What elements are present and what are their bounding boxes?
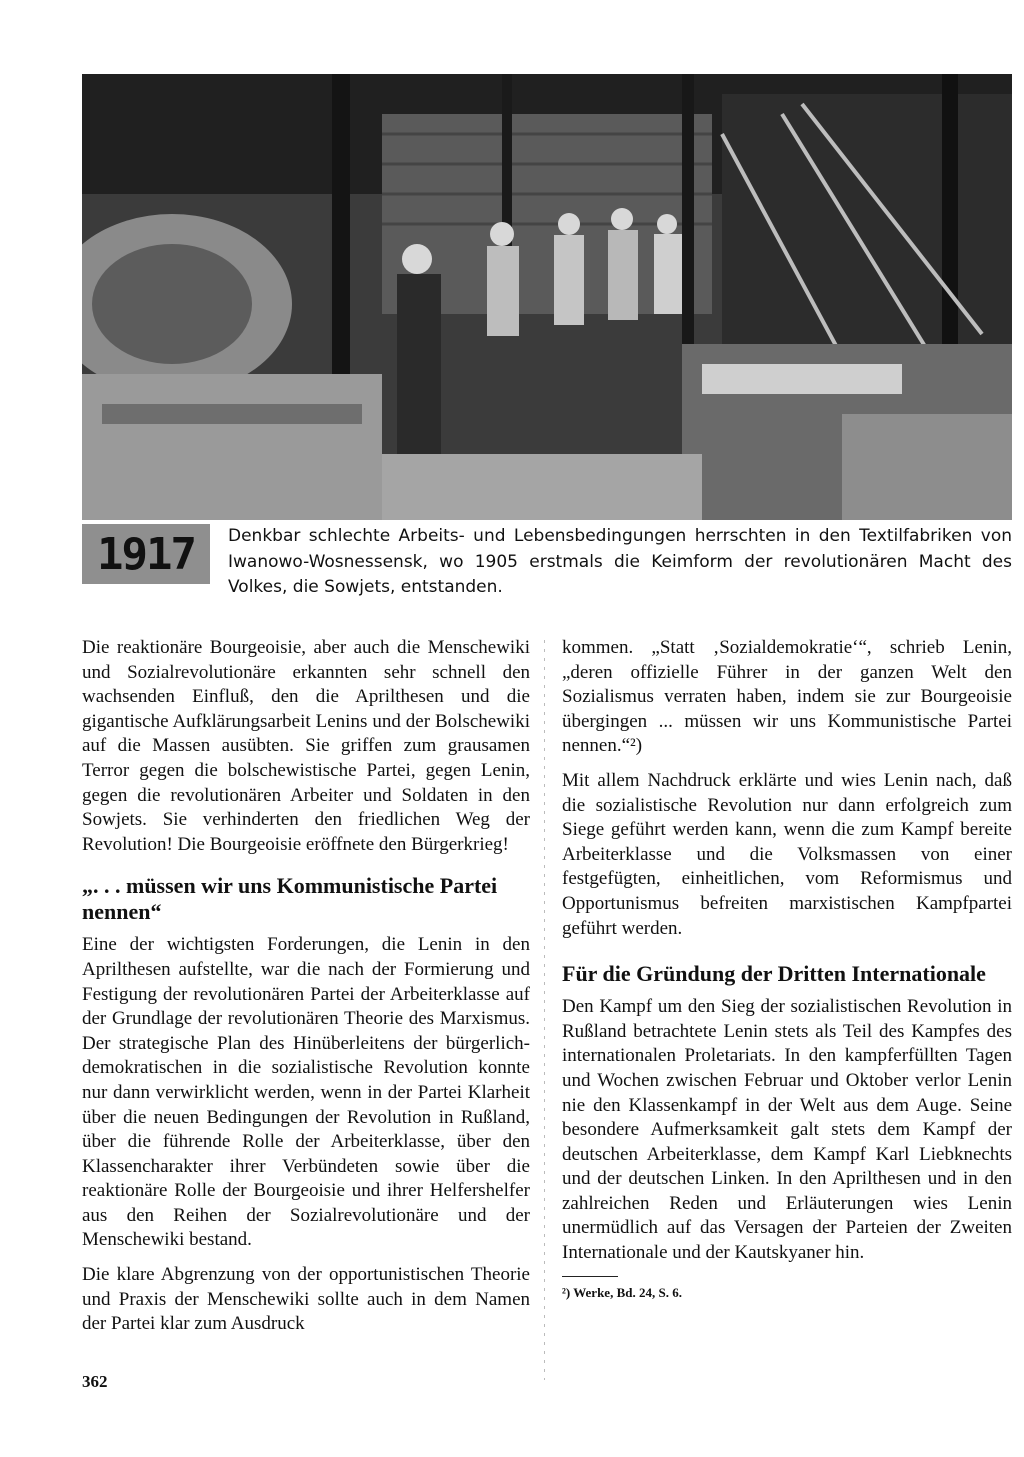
column-gutter bbox=[544, 640, 545, 1380]
factory-photo bbox=[82, 74, 1012, 520]
section-heading: „. . . müssen wir uns Kommunistische Partei nennen“ bbox=[82, 873, 498, 925]
photo-caption: Denkbar schlechte Arbeits- und Lebensbedingungen herrschten in den Textilfabriken von Iwanowo-Wosnessensk, wo 1905 erstmals die Keimform der revolutionären Macht des Volkes, die Sowjets, entstanden. bbox=[228, 526, 1012, 597]
paragraph: Eine der wichtigsten Forderungen, die Lenin in den Aprilthesen aufstellte, war die nach der Formierung und Festigung der revolutionären Partei der Arbeiterklasse auf der Grundlage der revolutionären Theorie des Marxismus. Der strategische Plan des Hinüberleitens der bürgerlich-demokratischen in die sozialistische Revolution konnte nur dann verwirklicht werden, wenn in der Partei Klarheit über die neuen Bedingungen der Revolution in Rußland, über die führende Rolle der Arbeiterklasse, über den Klassencharakter ihrer Verbündeten sowie über die reaktionäre Rolle der Bourgeoisie und ihrer Helfershelfer aus den Reihen der Sozialrevolutionäre und der Menschewiki bestand. bbox=[82, 934, 530, 1251]
paragraph: Den Kampf um den Sieg der sozialistischen Revolution in Rußland betrachtete Lenin stets als Teil des Kampfes des internationalen Proletariats. In den kampferfüllten Tagen und Wochen zwischen Februar und Oktober verlor Lenin nie den Klassenkampf in der Welt aus dem Auge. Seine besondere Aufmerksamkeit galt stets dem Kampf der deutschen Arbeiterklasse, dem Kampf Karl Liebknechts und der deutschen Linken. In den Aprilthesen und in den zahlreichen Reden und Erläuterungen wies Lenin unermüdlich auf das Versagen der Parteien der Zweiten Internationale und der Kautskyaner hin. bbox=[562, 996, 1012, 1264]
page-number: 362 bbox=[82, 1372, 108, 1391]
year-label: 1917 bbox=[97, 528, 195, 580]
right-column bbox=[562, 636, 1012, 1301]
factory-photo-icon bbox=[82, 74, 1012, 520]
footnote-divider bbox=[562, 1276, 618, 1277]
paragraph: Die klare Abgrenzung von der opportunistischen Theorie und Praxis der Menschewiki sollte auch in dem Namen der Partei klar zum Ausdruck bbox=[82, 1264, 530, 1335]
paragraph: kommen. „Statt ‚Sozialdemokratie‘“, schrieb Lenin, „deren offizielle Führer in der ganzen Welt den Sozialismus verraten haben, indem sie zur Bourgeoisie übergingen ... müssen wir uns Kommunistische Partei nennen.“²) bbox=[562, 637, 1012, 757]
left-column bbox=[82, 636, 530, 1347]
footnote: ²) Werke, Bd. 24, S. 6. bbox=[562, 1284, 682, 1300]
year-badge bbox=[82, 524, 210, 584]
paragraph: Die reaktionäre Bourgeoisie, aber auch die Menschewiki und Sozialrevolutionäre erkannten sehr schnell den wachsenden Einfluß, den die Aprilthesen und die gigantische Aufklärungsarbeit Lenins und der Bolschewiki auf die Massen ausübten. Sie griffen zum grausamen Terror gegen die bolschewistische Partei, gegen Lenin, gegen die revolutionären Arbeiter und Soldaten in den Sowjets. Sie verhinderten den friedlichen Weg der Revolution! Die Bourgeoisie eröffnete den Bürgerkrieg! bbox=[82, 637, 530, 855]
paragraph: Mit allem Nachdruck erklärte und wies Lenin nach, daß die sozialistische Revolution nur dann erfolgreich zum Siege geführt werden kann, wenn die zum Kampf bereite Arbeiterklasse und die Volksmassen von einer festgefügten, einheitlichen, vom Reformismus und Opportunismus befreiten marxistischen Kampfpartei geführt werden. bbox=[562, 769, 1012, 939]
section-heading: Für die Gründung der Dritten Internationale bbox=[562, 961, 986, 987]
